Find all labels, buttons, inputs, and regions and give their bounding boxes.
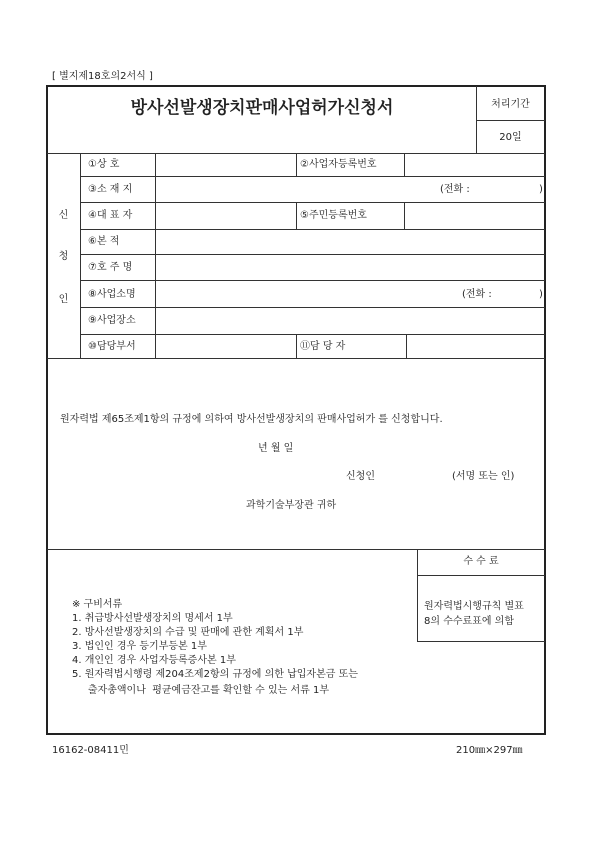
processing-period-value: 20일 (499, 132, 522, 143)
location-phone-close: ) (539, 184, 543, 195)
documents-heading: ※ 구비서류 (72, 599, 123, 610)
resident-reg-label: ⑤주민등록번호 (300, 210, 367, 221)
statement-body: 원자력법 제65조제1항의 규정에 의하여 방사선발생장치의 판매사업허가 를 신청합니다. (60, 414, 443, 425)
processing-period-label: 처리기간 (491, 99, 530, 110)
fee-rule-line2: 8의 수수료표에 의함 (424, 616, 514, 627)
document-item-3: 3. 법인인 경우 등기부등본 1부 (72, 641, 207, 652)
address-field[interactable] (156, 255, 544, 280)
document-item-1: 1. 취급방사선발생장치의 명세서 1부 (72, 613, 233, 624)
recipient: 과학기술부장관 귀하 (246, 500, 337, 511)
applicant-side-label-1: 신 (58, 210, 69, 221)
signature-label: (서명 또는 인) (452, 471, 515, 482)
representative-field[interactable] (156, 203, 295, 229)
footer-code: 16162-08411민 (52, 745, 129, 756)
location-label: ③소 재 지 (88, 184, 133, 195)
resident-reg-field[interactable] (405, 203, 544, 229)
footer-size: 210㎜×297㎜ (456, 745, 523, 756)
address-label: ⑦호 주 명 (88, 262, 133, 273)
representative-label: ④대 표 자 (88, 210, 133, 221)
trade-name-label: ①상 호 (88, 159, 120, 170)
office-name-label: ⑧사업소명 (88, 289, 136, 300)
form-title: 방사선발생장치판매사업허가신청서 (130, 98, 394, 118)
document-item-5: 5. 원자력법시행령 제204조제2항의 규정에 의한 납입자본금 또는 (72, 669, 358, 680)
applicant-side-label-2: 청 (58, 251, 69, 262)
fee-label: 수 수 료 (463, 556, 499, 567)
form-number: [ 별지제18호의2서식 ] (52, 71, 153, 82)
fee-rule-line1: 원자력법시행규칙 별표 (424, 601, 524, 612)
workplace-field[interactable] (156, 308, 544, 334)
office-phone-label: (전화 : (462, 289, 492, 300)
business-reg-label: ②사업자등록번호 (300, 159, 377, 170)
department-field[interactable] (156, 335, 295, 358)
applicant-side-label-3: 인 (58, 294, 69, 305)
trade-name-field[interactable] (156, 154, 295, 176)
person-in-charge-label: ⑪담 당 자 (300, 341, 346, 352)
location-field[interactable] (156, 177, 436, 202)
person-in-charge-field[interactable] (407, 335, 544, 358)
location-phone-label: (전화 : (440, 184, 470, 195)
document-item-5-cont: 출자총액이나 평균예금잔고를 확인할 수 있는 서류 1부 (72, 685, 330, 696)
office-name-field[interactable] (156, 281, 456, 307)
origin-field[interactable] (156, 230, 544, 254)
applicant-label: 신청인 (346, 471, 375, 482)
business-reg-field[interactable] (405, 154, 544, 176)
document-item-4: 4. 개인인 경우 사업자등록증사본 1부 (72, 655, 236, 666)
origin-label: ⑥본 적 (88, 236, 120, 247)
workplace-label: ⑨사업장소 (88, 315, 136, 326)
statement-date: 년 월 일 (258, 443, 294, 454)
applicant-name-field[interactable] (385, 466, 447, 482)
document-item-2: 2. 방사선발생장치의 수급 및 판매에 관한 계획서 1부 (72, 627, 304, 638)
office-phone-close: ) (539, 289, 543, 300)
department-label: ⑩담당부서 (88, 341, 136, 352)
